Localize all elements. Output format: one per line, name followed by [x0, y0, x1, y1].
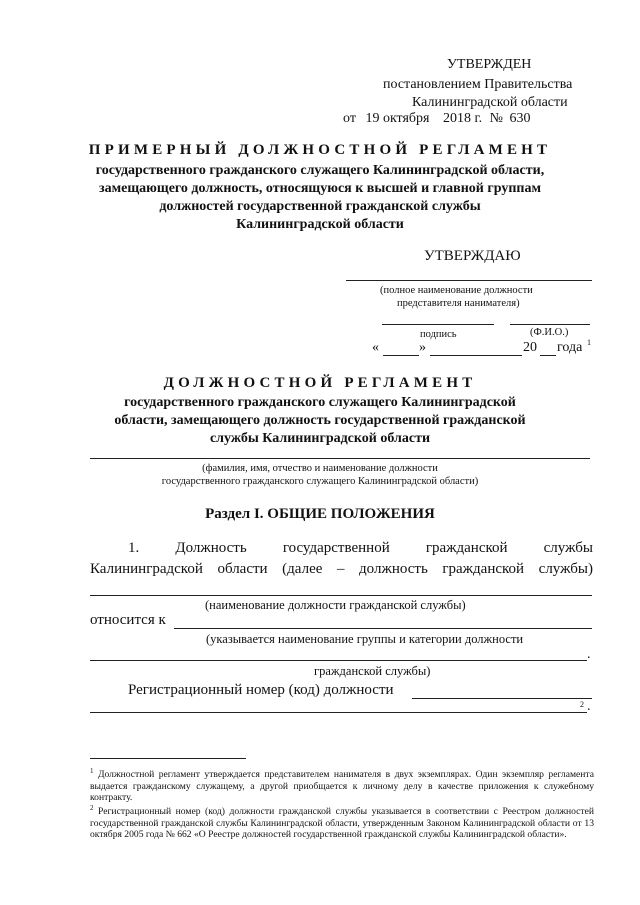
- employee-name-line: [90, 458, 590, 459]
- footnote-1: [90, 766, 594, 804]
- model-title-line-1: государственного гражданского служащего Калининградской области,: [95, 163, 545, 178]
- approved-stamp: УТВЕРЖДЕН: [447, 57, 532, 72]
- p1-word: Должность: [175, 540, 247, 556]
- p1-word: гражданской: [442, 561, 525, 577]
- civil-service-caption: гражданской службы): [314, 664, 431, 678]
- date-open-quote: «: [372, 340, 379, 355]
- paragraph-1-line-1: [128, 540, 593, 557]
- position-name-caption: (наименование должности гражданской службы): [205, 598, 466, 612]
- p1-word: –: [336, 561, 345, 577]
- group-caption: (указывается наименование группы и категории должности: [206, 632, 524, 646]
- date-prefix: от: [343, 111, 356, 126]
- group-line-2: [90, 660, 587, 661]
- approved-date-line: [343, 110, 531, 128]
- reglament-line-1: государственного гражданского служащего Калининградской: [124, 395, 516, 410]
- year-prefix: 20: [523, 340, 537, 355]
- footnote-2-text: Регистрационный номер (код) должности гражданской службы указывается в соответствии с Реестром должностей государственной гражданской службы Калининградской области, утвержденным Законом Калининградской области от 13 октября 2005 года № 662 «О Реестре должностей государственной гражданской службы Калининградской области».: [90, 806, 594, 841]
- footnote-separator: [90, 758, 246, 759]
- p1-word: должность: [359, 561, 428, 577]
- position-caption-2: представителя нанимателя): [397, 298, 520, 309]
- reglament-line-3: службы Калининградской области: [209, 431, 431, 446]
- model-title-heading: ПРИМЕРНЫЙ ДОЛЖНОСТНОЙ РЕГЛАМЕНТ: [88, 142, 552, 158]
- model-title-line-2: замещающего должность, относящуюся к высшей и главной группам: [98, 181, 541, 196]
- day-blank-line: [383, 355, 419, 356]
- reg-number-line: [412, 698, 592, 699]
- reg-number-label: Регистрационный номер (код) должности: [128, 682, 394, 698]
- footnote-2: [90, 803, 594, 841]
- footnote-1-text: Должностной регламент утверждается представителем нанимателя в двух экземплярах. Один экземпляр регламента выдается гражданскому служащему, а другой приобщается к личному делу в качестве приложения к служебному контракту.: [90, 769, 594, 804]
- approve-label: УТВЕРЖДАЮ: [424, 248, 521, 264]
- approved-by-line: постановлением Правительства: [383, 77, 573, 92]
- section-title: Раздел I. ОБЩИЕ ПОЛОЖЕНИЯ: [205, 506, 435, 522]
- reglament-line-2: области, замещающего должность государственной гражданской: [114, 413, 526, 428]
- footnote-1-ref: 1: [90, 767, 94, 775]
- belongs-to-label: относится к: [90, 612, 166, 628]
- paragraph-1-line-2: [90, 561, 593, 578]
- p1-word: Калининградской: [90, 561, 203, 577]
- model-title-line-4: Калининградской области: [236, 217, 404, 232]
- model-title-line-3: должностей государственной гражданской службы: [159, 199, 481, 214]
- p1-word: гражданской: [425, 540, 508, 556]
- p1-word: 1.: [128, 540, 140, 556]
- group-period: .: [587, 647, 591, 662]
- reglament-heading: ДОЛЖНОСТНОЙ РЕГЛАМЕНТ: [163, 375, 477, 391]
- year-suffix: года: [557, 340, 583, 355]
- reg-number-line-2: [90, 712, 587, 713]
- number-prefix: №: [489, 111, 504, 126]
- decree-number: 630: [509, 111, 531, 126]
- p1-word: государственной: [282, 540, 390, 556]
- p1-word: службы): [538, 561, 593, 577]
- date-day-month: 19 октября: [365, 111, 430, 126]
- employee-name-caption-2: государственного гражданского служащего Калининградской области): [161, 476, 479, 487]
- footnote-ref-2: 2: [580, 700, 584, 709]
- p1-word: (далее: [282, 561, 323, 577]
- footnote-ref-1: 1: [587, 338, 591, 347]
- footnote-2-ref: 2: [90, 804, 94, 812]
- fio-line: [510, 324, 590, 325]
- position-name-line: [90, 595, 592, 596]
- date-year: 2018 г.: [443, 111, 483, 126]
- group-line: [174, 628, 592, 629]
- position-caption-1: (полное наименование должности: [380, 285, 533, 296]
- reg-number-period: .: [587, 699, 591, 714]
- approved-region: Калининградской области: [412, 95, 568, 110]
- position-line: [346, 280, 592, 281]
- signature-caption: подпись: [420, 329, 457, 340]
- p1-word: службы: [543, 540, 593, 556]
- signature-line: [382, 324, 494, 325]
- year-blank-line: [540, 355, 556, 356]
- month-blank-line: [430, 355, 522, 356]
- employee-name-caption-1: (фамилия, имя, отчество и наименование должности: [202, 463, 438, 474]
- fio-caption: (Ф.И.О.): [530, 327, 569, 338]
- date-close-quote: »: [419, 340, 426, 355]
- p1-word: области: [217, 561, 268, 577]
